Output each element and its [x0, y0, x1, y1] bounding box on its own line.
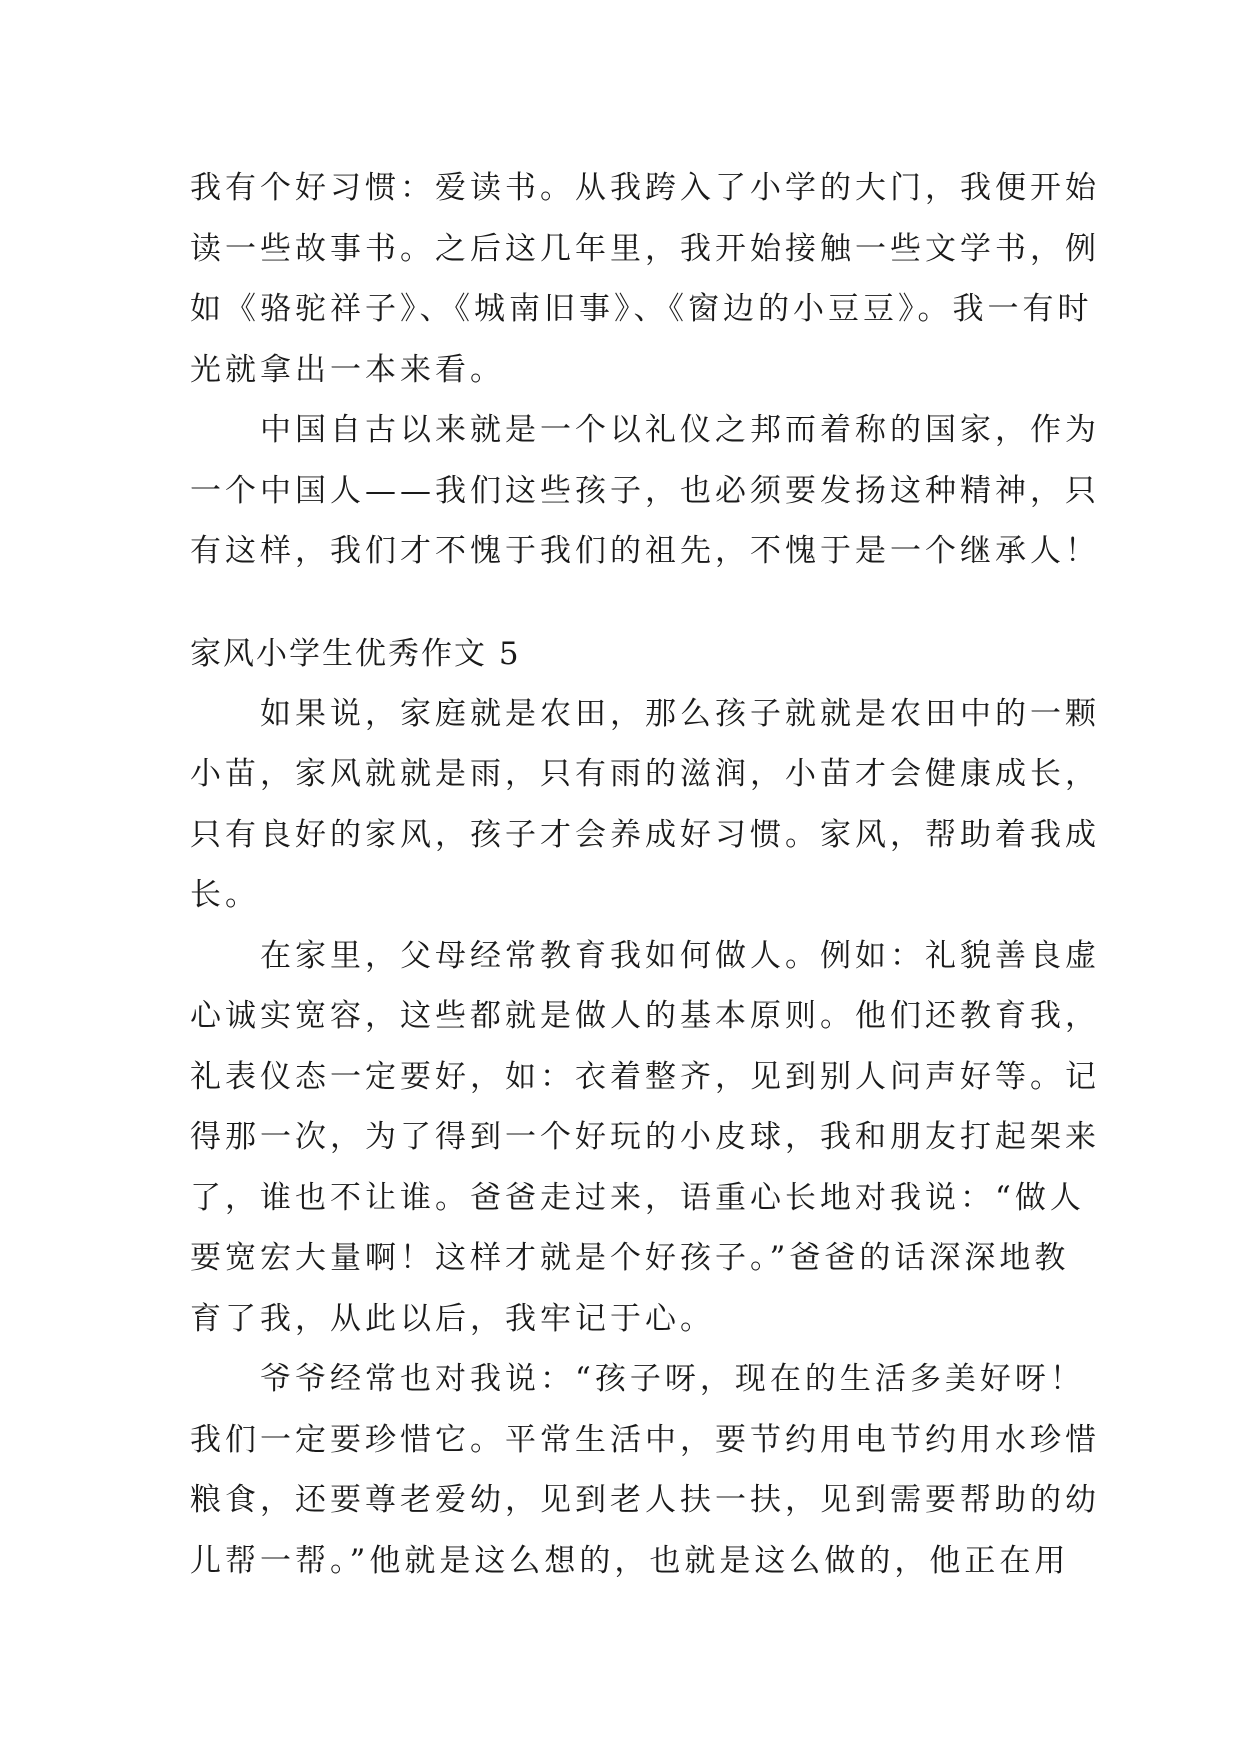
text-line: 我有个好习惯：爱读书。从我跨入了小学的大门，我便开始	[190, 170, 1100, 206]
text-line: 礼表仪态一定要好，如：衣着整齐，见到别人问声好等。记	[190, 1058, 1100, 1095]
text-line: 只有良好的家风，孩子才会养成好习惯。家风，帮助着我成	[190, 816, 1100, 853]
text-line: 如果说，家庭就是农田，那么孩子就就是农田中的一颗	[190, 695, 1100, 732]
essay-body	[190, 684, 1100, 1592]
text-line: 有这样，我们才不愧于我们的祖先，不愧于是一个继承人！	[190, 533, 1100, 569]
intro-section	[190, 158, 1100, 582]
text-line: 中国自古以来就是一个以礼仪之邦而着称的国家，作为	[190, 412, 1100, 448]
text-line: 长。	[190, 877, 260, 913]
text-line: 如《骆驼祥子》、《城南旧事》、《窗边的小豆豆》。我一有时	[190, 291, 1093, 327]
text-line: 一个中国人——我们这些孩子，也必须要发扬这种精神，只	[190, 472, 1100, 509]
text-line: 心诚实宽容，这些都就是做人的基本原则。他们还教育我，	[190, 998, 1100, 1034]
text-line: 小苗，家风就就是雨，只有雨的滋润，小苗才会健康成长，	[190, 756, 1100, 792]
text-line: 儿帮一帮。”他就是这么想的，也就是这么做的，他正在用	[190, 1542, 1070, 1579]
text-line: 爷爷经常也对我说：“孩子呀，现在的生活多美好呀！	[190, 1361, 1085, 1397]
text-line: 读一些故事书。之后这几年里，我开始接触一些文学书，例	[190, 230, 1100, 267]
text-line: 得那一次，为了得到一个好玩的小皮球，我和朋友打起架来	[190, 1119, 1100, 1155]
text-line: 在家里，父母经常教育我如何做人。例如：礼貌善良虚	[190, 937, 1100, 974]
section-heading: 家风小学生优秀作文 5	[190, 635, 521, 672]
document-content	[190, 158, 1100, 1591]
text-line: 粮食，还要尊老爱幼，见到老人扶一扶，见到需要帮助的幼	[190, 1482, 1100, 1518]
text-line: 了，谁也不让谁。爸爸走过来，语重心长地对我说：“做人	[190, 1179, 1085, 1216]
text-line: 育了我，从此以后，我牢记于心。	[190, 1300, 715, 1337]
text-line: 要宽宏大量啊！这样才就是个好孩子。”爸爸的话深深地教	[190, 1240, 1070, 1276]
text-line: 光就拿出一本来看。	[190, 351, 505, 388]
text-line: 我们一定要珍惜它。平常生活中，要节约用电节约用水珍惜	[190, 1421, 1100, 1458]
